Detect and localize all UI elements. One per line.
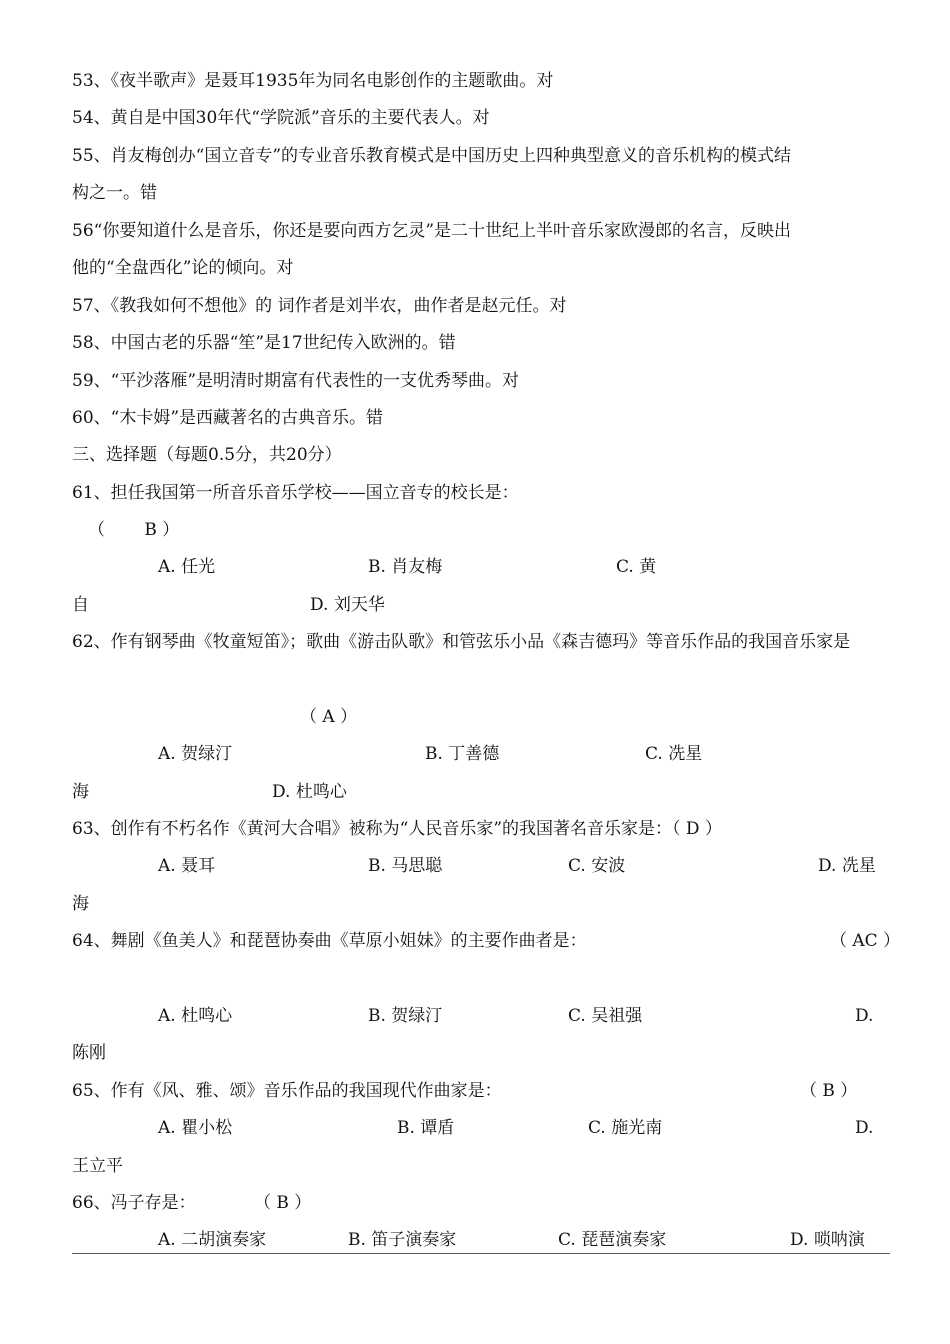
question-64-option-d-wrap: 陈刚 [72,1043,106,1063]
question-65-answer: （ B ） [800,1081,858,1101]
question-61-option-b: B. 肖友梅 [368,557,443,577]
question-61-option-d: D. 刘天华 [310,595,385,615]
question-64-option-d: D. [855,1006,874,1026]
statement-60: 60、“木卡姆”是西藏著名的古典音乐。错 [72,408,384,428]
question-62-answer: （ A ） [300,707,358,727]
statement-55-line2: 构之一。错 [72,183,157,203]
statement-54: 54、黄自是中国30年代“学院派”音乐的主要代表人。对 [72,108,490,128]
statement-53: 53、《夜半歌声》是聂耳1935年为同名电影创作的主题歌曲。对 [72,71,554,91]
question-63-option-c: C. 安波 [568,856,626,876]
question-61-option-a: A. 任光 [158,557,216,577]
statement-59: 59、“平沙落雁”是明清时期富有代表性的一支优秀琴曲。对 [72,371,520,391]
question-63-option-b: B. 马思聪 [368,856,443,876]
question-64-option-c: C. 吴祖强 [568,1006,643,1026]
question-66-option-c: C. 琵琶演奏家 [558,1230,667,1250]
question-62-option-a: A. 贺绿汀 [158,744,233,764]
question-65-option-d: D. [855,1118,874,1138]
question-62-option-d: D. 杜鸣心 [272,782,347,802]
question-64-option-b: B. 贺绿汀 [368,1006,443,1026]
question-65-option-d-wrap: 王立平 [72,1156,123,1176]
question-66-option-b: B. 笛子演奏家 [348,1230,457,1250]
question-63-option-d: D. 冼星 [818,856,876,876]
question-65-option-a: A. 瞿小松 [158,1118,233,1138]
question-63-option-a: A. 聂耳 [158,856,216,876]
statement-56-line2: 他的“全盘西化”论的倾向。对 [72,258,294,278]
question-63-stem: 63、创作有不朽名作《黄河大合唱》被称为“人民音乐家”的我国著名音乐家是：（ D ） [72,819,722,839]
question-64-option-a: A. 杜鸣心 [158,1006,233,1026]
question-61-answer: （ B ） [88,520,180,540]
question-61-stem: 61、担任我国第一所音乐音乐学校——国立音专的校长是： [72,483,519,503]
question-62-stem: 62、作有钢琴曲《牧童短笛》；歌曲《游击队歌》和管弦乐小品《森吉德玛》等音乐作品的我国音乐家是 [72,632,851,652]
section-heading: 三、选择题（每题0.5分，共20分） [72,445,342,465]
question-65-stem: 65、作有《风、雅、颂》音乐作品的我国现代作曲家是： [72,1081,502,1101]
statement-56-line1: 56“你要知道什么是音乐，你还是要向西方乞灵”是二十世纪上半叶音乐家欧漫郎的名言，反映出 [72,221,792,241]
question-64-answer: （ AC ） [830,931,901,951]
question-61-option-c-wrap: 自 [72,595,89,615]
statement-58: 58、中国古老的乐器“笙”是17世纪传入欧洲的。错 [72,333,456,353]
question-66-option-d: D. 唢呐演 [790,1230,865,1250]
question-64-stem: 64、舞剧《鱼美人》和琵琶协奏曲《草原小姐妹》的主要作曲者是： [72,931,587,951]
question-66-option-a: A. 二胡演奏家 [158,1230,267,1250]
question-62-option-c-wrap: 海 [72,782,89,802]
question-65-option-c: C. 施光南 [588,1118,663,1138]
question-61-option-c: C. 黄 [616,557,657,577]
statement-57: 57、《教我如何不想他》的 词作者是刘半农，曲作者是赵元任。对 [72,296,567,316]
statement-55-line1: 55、肖友梅创办“国立音专”的专业音乐教育模式是中国历史上四种典型意义的音乐机构的模式结 [72,146,792,166]
footer-divider [72,1253,890,1254]
question-66-answer: （ B ） [254,1193,312,1213]
question-63-option-d-wrap: 海 [72,894,89,914]
question-62-option-c: C. 冼星 [645,744,703,764]
question-66-stem: 66、冯子存是： [72,1193,196,1213]
question-65-option-b: B. 谭盾 [397,1118,455,1138]
question-62-option-b: B. 丁善德 [425,744,500,764]
